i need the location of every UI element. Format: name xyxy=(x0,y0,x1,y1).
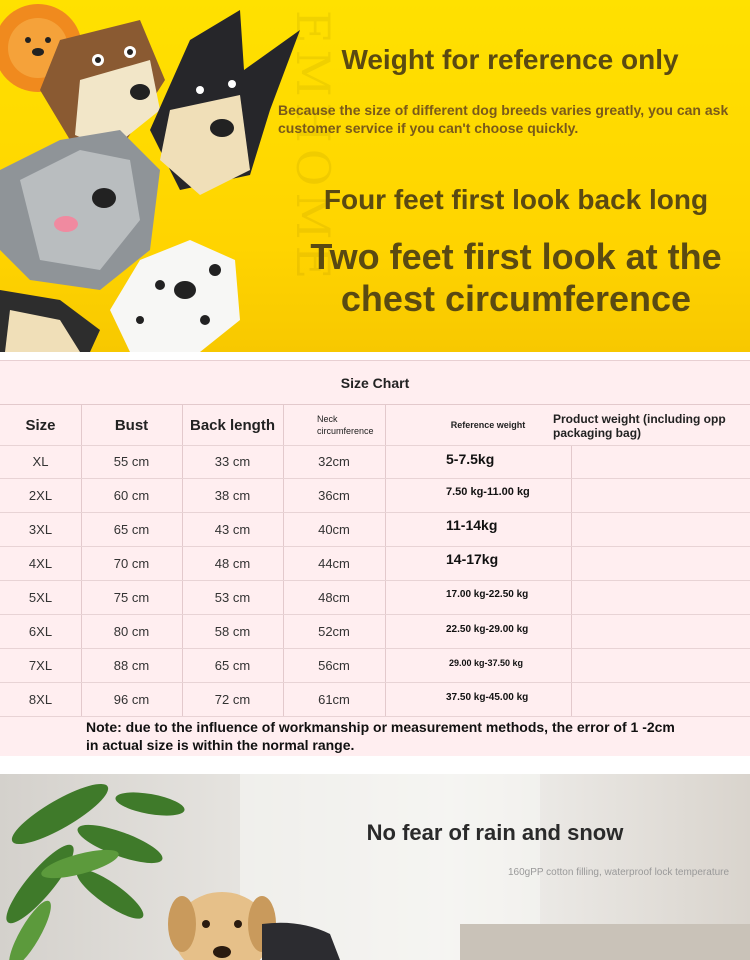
cell-neck: 36cm xyxy=(318,487,350,503)
header-product-weight: Product weight (including opp packaging bag) xyxy=(553,412,726,440)
banner-text-block xyxy=(270,0,750,352)
header-reference-weight: Reference weight xyxy=(450,420,526,430)
cell-back-length: 33 cm xyxy=(214,453,251,469)
hero-banner xyxy=(0,0,750,352)
banner-headline-2: Two feet first look at the chest circumference xyxy=(310,236,722,319)
cell-size: XL xyxy=(32,453,49,469)
column-divider xyxy=(385,405,386,716)
cell-back-length: 43 cm xyxy=(214,521,251,537)
cell-bust: 55 cm xyxy=(113,453,150,469)
cell-reference-weight: 37.50 kg-45.00 kg xyxy=(446,691,529,703)
cell-neck: 48cm xyxy=(318,589,350,605)
size-chart xyxy=(0,360,750,756)
cell-back-length: 53 cm xyxy=(214,589,251,605)
cell-neck: 44cm xyxy=(318,555,350,571)
cell-back-length: 72 cm xyxy=(214,691,251,707)
cell-neck: 52cm xyxy=(318,623,350,639)
measurement-note: Note: due to the influence of workmanship or measurement methods, the error of 1 -2cm in actual size is within the normal range. xyxy=(86,719,675,753)
cell-reference-weight: 14-17kg xyxy=(446,551,499,567)
cell-back-length: 48 cm xyxy=(214,555,251,571)
cell-bust: 70 cm xyxy=(113,555,150,571)
header-back-length: Back length xyxy=(189,416,276,434)
cell-reference-weight: 7.50 kg-11.00 kg xyxy=(446,486,530,498)
product-photo-section xyxy=(0,774,750,960)
cell-neck: 32cm xyxy=(318,453,350,469)
cell-size: 2XL xyxy=(28,487,53,503)
photo-title: No fear of rain and snow xyxy=(366,820,624,845)
cell-bust: 60 cm xyxy=(113,487,150,503)
cell-back-length: 58 cm xyxy=(214,623,251,639)
cell-back-length: 38 cm xyxy=(214,487,251,503)
cell-neck: 56cm xyxy=(318,657,350,673)
cell-size: 8XL xyxy=(28,691,53,707)
cell-reference-weight: 17.00 kg-22.50 kg xyxy=(446,588,529,600)
cell-bust: 75 cm xyxy=(113,589,150,605)
cell-size: 6XL xyxy=(28,623,53,639)
row-divider xyxy=(0,716,750,717)
banner-headline-1: Four feet first look back long xyxy=(323,184,709,215)
cell-reference-weight: 5-7.5kg xyxy=(446,451,495,467)
header-size: Size xyxy=(25,416,56,434)
cell-neck: 61cm xyxy=(318,691,350,707)
banner-title: Weight for reference only xyxy=(341,44,679,75)
cell-bust: 88 cm xyxy=(113,657,150,673)
cell-neck: 40cm xyxy=(318,521,350,537)
banner-subtitle: Because the size of different dog breeds varies greatly, you can ask customer service if you can't choose quickly. xyxy=(278,102,729,136)
cell-bust: 96 cm xyxy=(113,691,150,707)
cell-size: 5XL xyxy=(28,589,53,605)
cell-back-length: 65 cm xyxy=(214,657,251,673)
cell-size: 3XL xyxy=(28,521,53,537)
size-chart-title: Size Chart xyxy=(0,361,750,405)
cell-bust: 80 cm xyxy=(113,623,150,639)
brand-watermark: EMHOME xyxy=(286,10,340,286)
cell-size: 7XL xyxy=(28,657,53,673)
header-bust: Bust xyxy=(114,416,149,434)
cell-reference-weight: 29.00 kg-37.50 kg xyxy=(449,658,524,668)
cell-bust: 65 cm xyxy=(113,521,150,537)
photo-subtitle: 160gPP cotton filling, waterproof lock temperature xyxy=(508,867,730,878)
cell-reference-weight: 22.50 kg-29.00 kg xyxy=(446,623,529,635)
cell-size: 4XL xyxy=(28,555,53,571)
header-neck: Neck circumference xyxy=(317,414,374,436)
cell-reference-weight: 11-14kg xyxy=(446,517,498,533)
